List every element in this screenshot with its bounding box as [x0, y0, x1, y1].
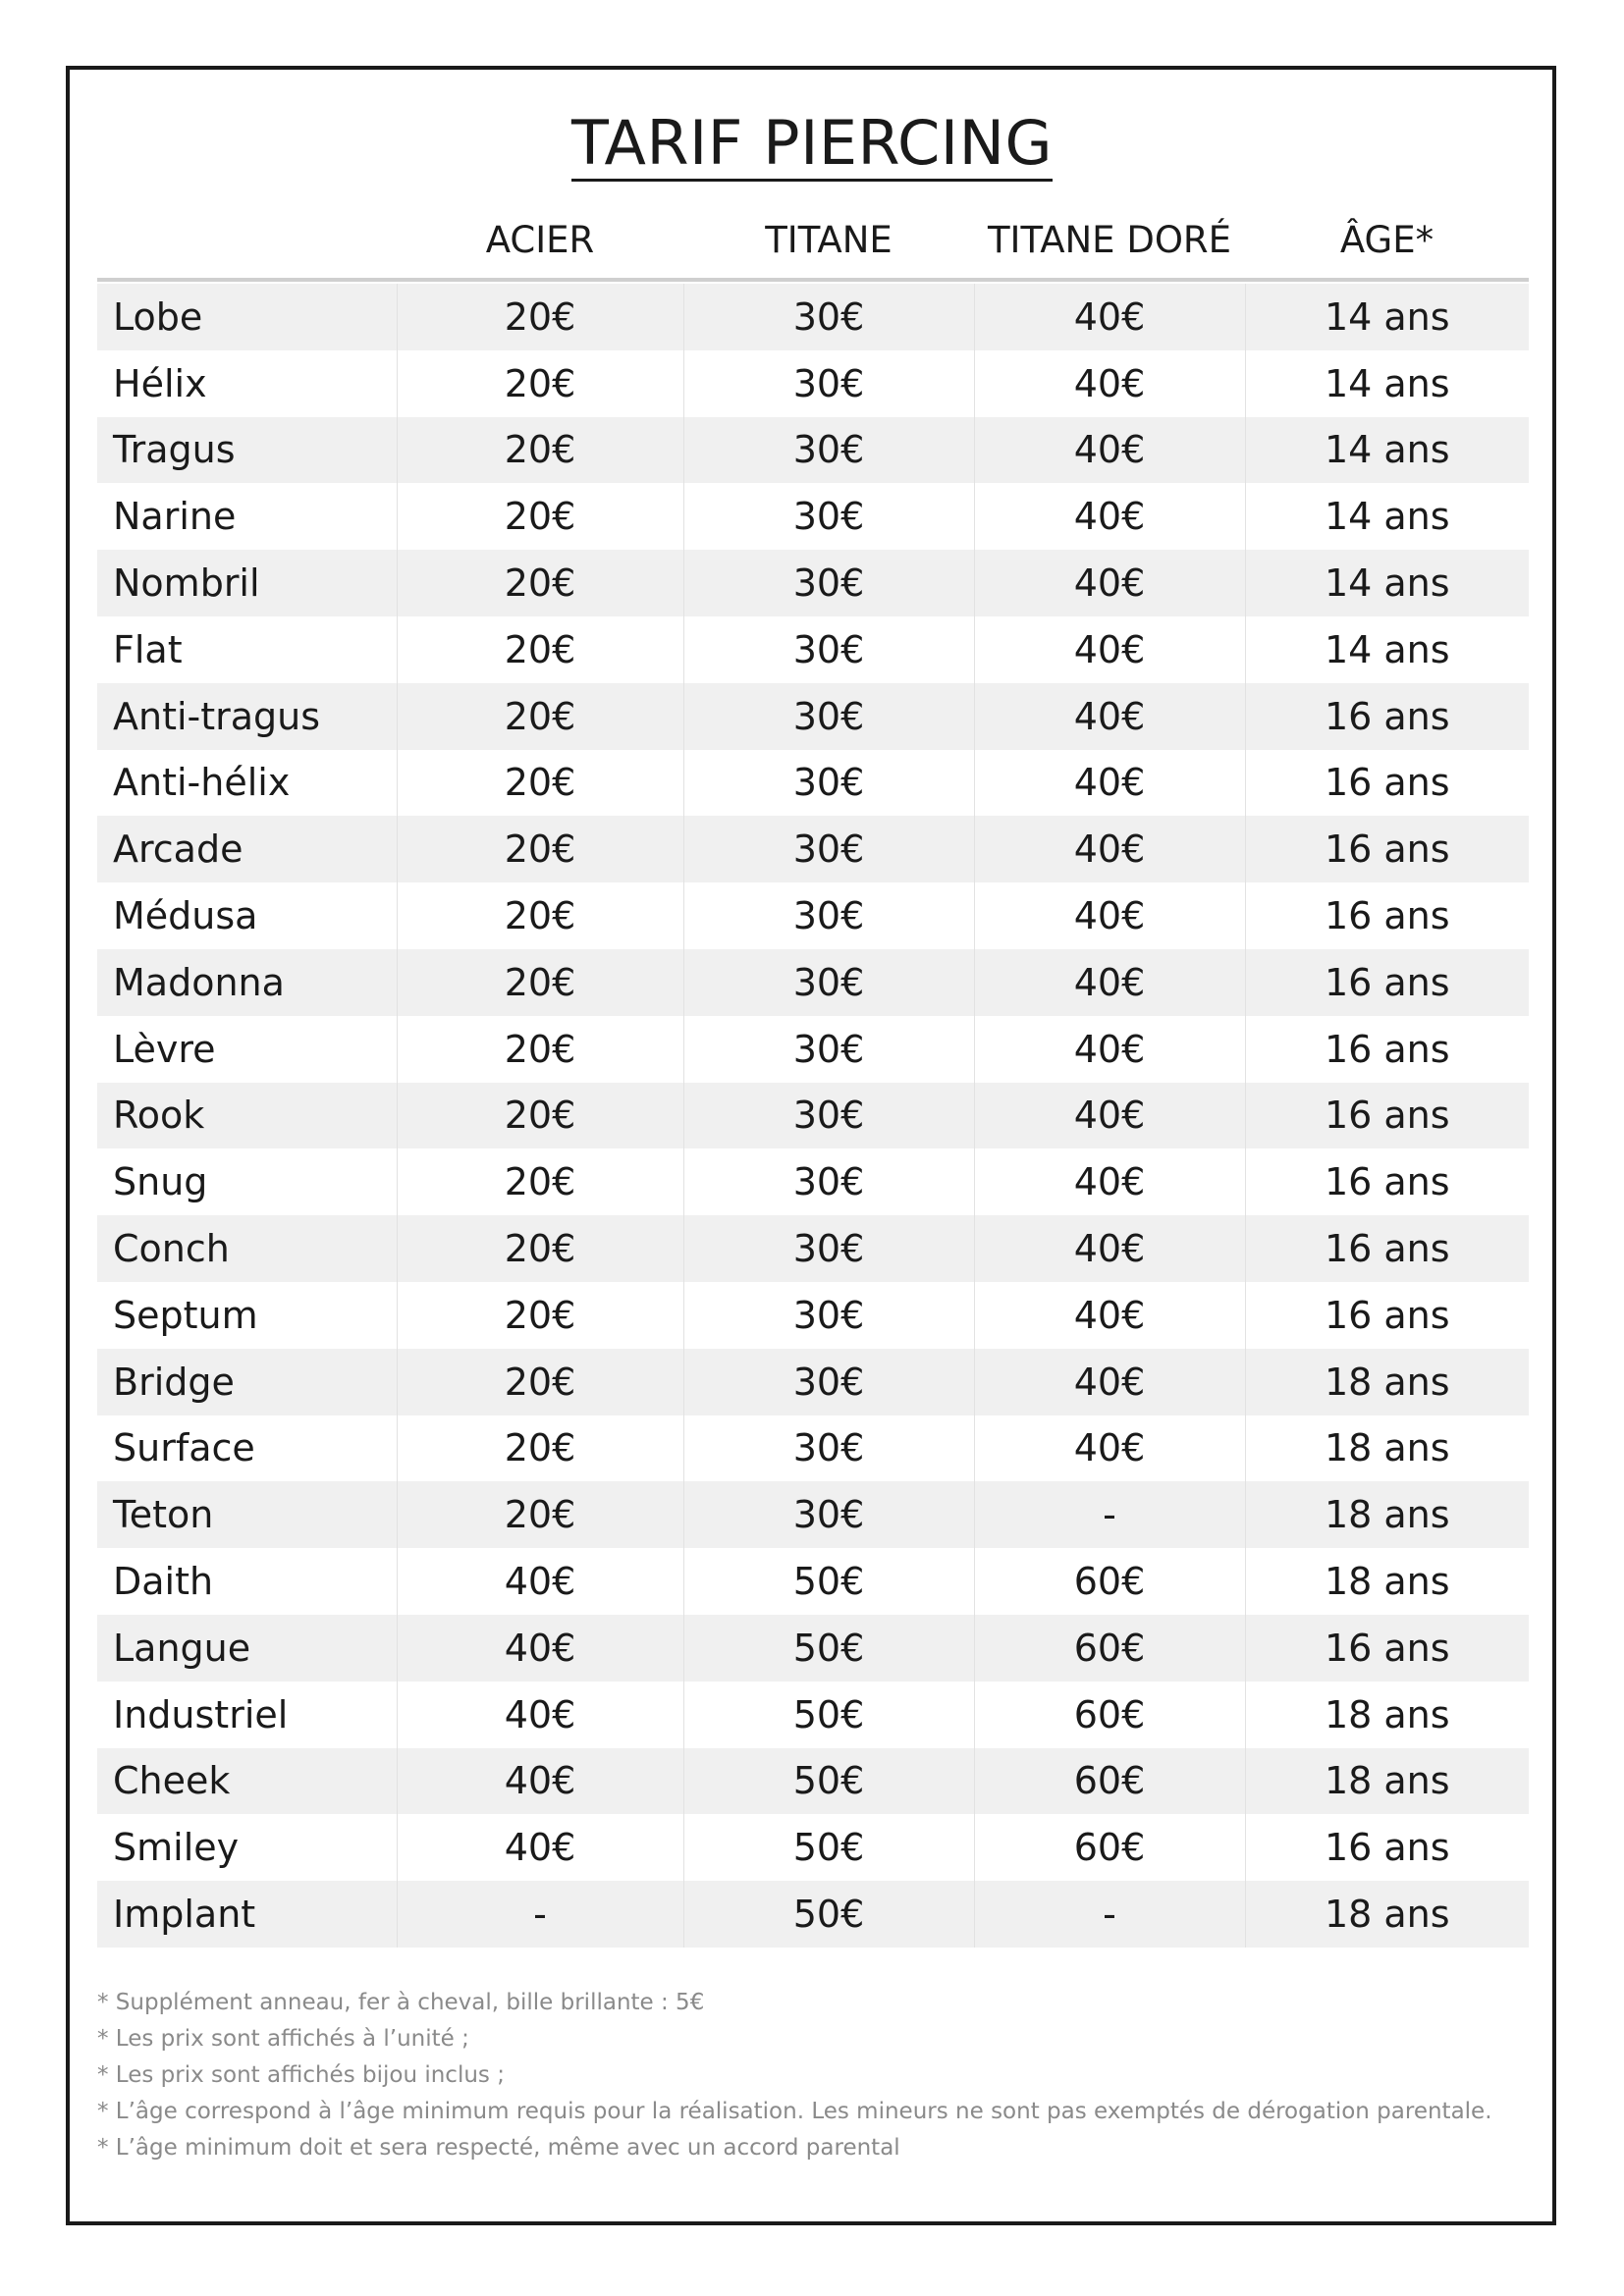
piercing-name-cell: Snug [97, 1148, 397, 1215]
price-acier-cell: 20€ [397, 1481, 683, 1548]
table-row [97, 1215, 1529, 1282]
table-row [97, 750, 1529, 817]
price-titane-cell: 50€ [683, 1814, 974, 1881]
table-row [97, 1481, 1529, 1548]
price-acier-cell: 20€ [397, 616, 683, 683]
piercing-name-cell: Industriel [97, 1682, 397, 1748]
table-row [97, 550, 1529, 616]
table-row [97, 816, 1529, 882]
piercing-name-cell: Anti-hélix [97, 750, 397, 817]
table-row [97, 1548, 1529, 1615]
footnote: * Les prix sont affichés bijou inclus ; [97, 2062, 505, 2088]
piercing-name-cell: Cheek [97, 1748, 397, 1815]
price-titane-dore-cell: 40€ [974, 1215, 1245, 1282]
piercing-name-cell: Anti-tragus [97, 683, 397, 750]
price-titane-cell: 30€ [683, 1148, 974, 1215]
price-titane-dore-cell: 40€ [974, 616, 1245, 683]
price-acier-cell: - [397, 1881, 683, 1948]
price-titane-cell: 30€ [683, 1083, 974, 1149]
price-titane-cell: 50€ [683, 1748, 974, 1815]
price-titane-cell: 30€ [683, 1282, 974, 1349]
piercing-name-cell: Tragus [97, 417, 397, 484]
min-age-cell: 18 ans [1245, 1349, 1529, 1415]
piercing-name-cell: Teton [97, 1481, 397, 1548]
min-age-cell: 16 ans [1245, 882, 1529, 949]
min-age-cell: 16 ans [1245, 949, 1529, 1016]
table-row [97, 1349, 1529, 1415]
min-age-cell: 18 ans [1245, 1881, 1529, 1948]
price-titane-dore-cell: 40€ [974, 750, 1245, 817]
piercing-name-cell: Lobe [97, 284, 397, 350]
price-titane-dore-cell: 60€ [974, 1548, 1245, 1615]
price-titane-dore-cell: - [974, 1881, 1245, 1948]
piercing-name-cell: Conch [97, 1215, 397, 1282]
footnote: * L’âge minimum doit et sera respecté, même avec un accord parental [97, 2135, 900, 2161]
price-titane-dore-cell: 40€ [974, 1148, 1245, 1215]
min-age-cell: 16 ans [1245, 1282, 1529, 1349]
piercing-name-cell: Narine [97, 483, 397, 550]
column-header-age: ÂGE* [1339, 219, 1435, 261]
min-age-cell: 16 ans [1245, 683, 1529, 750]
table-row [97, 1148, 1529, 1215]
price-titane-dore-cell: 40€ [974, 1415, 1245, 1482]
table-row [97, 949, 1529, 1016]
table-row [97, 483, 1529, 550]
footnote: * L’âge correspond à l’âge minimum requis pour la réalisation. Les mineurs ne sont pas exemptés de dérogation parentale. [97, 2099, 1492, 2124]
price-titane-cell: 30€ [683, 1481, 974, 1548]
price-table [97, 284, 1529, 1948]
table-row [97, 350, 1529, 417]
price-titane-dore-cell: 40€ [974, 417, 1245, 484]
table-row [97, 417, 1529, 484]
piercing-name-cell: Surface [97, 1415, 397, 1482]
price-titane-cell: 50€ [683, 1881, 974, 1948]
footnote: * Les prix sont affichés à l’unité ; [97, 2026, 469, 2052]
piercing-name-cell: Madonna [97, 949, 397, 1016]
price-titane-dore-cell: 60€ [974, 1814, 1245, 1881]
price-acier-cell: 20€ [397, 350, 683, 417]
footnotes [97, 1985, 1529, 2166]
price-acier-cell: 40€ [397, 1548, 683, 1615]
price-titane-cell: 30€ [683, 550, 974, 616]
page-title: TARIF PIERCING [0, 106, 1624, 181]
price-titane-cell: 30€ [683, 949, 974, 1016]
piercing-name-cell: Septum [97, 1282, 397, 1349]
min-age-cell: 16 ans [1245, 816, 1529, 882]
piercing-name-cell: Flat [97, 616, 397, 683]
price-titane-dore-cell: 60€ [974, 1748, 1245, 1815]
price-titane-cell: 30€ [683, 1415, 974, 1482]
price-titane-dore-cell: 40€ [974, 1282, 1245, 1349]
min-age-cell: 14 ans [1245, 550, 1529, 616]
min-age-cell: 14 ans [1245, 417, 1529, 484]
table-row [97, 683, 1529, 750]
price-acier-cell: 40€ [397, 1615, 683, 1682]
table-row [97, 1415, 1529, 1482]
price-acier-cell: 20€ [397, 750, 683, 817]
price-titane-cell: 30€ [683, 750, 974, 817]
min-age-cell: 18 ans [1245, 1415, 1529, 1482]
price-acier-cell: 40€ [397, 1682, 683, 1748]
price-titane-cell: 30€ [683, 882, 974, 949]
column-header-titane-dore: TITANE DORÉ [987, 219, 1232, 261]
price-titane-cell: 50€ [683, 1548, 974, 1615]
piercing-name-cell: Daith [97, 1548, 397, 1615]
min-age-cell: 14 ans [1245, 284, 1529, 350]
price-titane-cell: 30€ [683, 483, 974, 550]
price-acier-cell: 20€ [397, 1016, 683, 1083]
price-acier-cell: 20€ [397, 882, 683, 949]
min-age-cell: 18 ans [1245, 1748, 1529, 1815]
table-row [97, 1881, 1529, 1948]
price-titane-cell: 30€ [683, 1215, 974, 1282]
table-header [97, 211, 1529, 282]
piercing-name-cell: Arcade [97, 816, 397, 882]
price-titane-dore-cell: 40€ [974, 1349, 1245, 1415]
price-acier-cell: 20€ [397, 683, 683, 750]
price-titane-dore-cell: 40€ [974, 550, 1245, 616]
table-row [97, 1083, 1529, 1149]
price-acier-cell: 20€ [397, 816, 683, 882]
price-titane-cell: 30€ [683, 1016, 974, 1083]
price-acier-cell: 20€ [397, 417, 683, 484]
min-age-cell: 18 ans [1245, 1682, 1529, 1748]
price-titane-cell: 30€ [683, 683, 974, 750]
piercing-name-cell: Smiley [97, 1814, 397, 1881]
price-acier-cell: 40€ [397, 1814, 683, 1881]
table-row [97, 284, 1529, 350]
piercing-name-cell: Langue [97, 1615, 397, 1682]
price-titane-cell: 30€ [683, 417, 974, 484]
price-acier-cell: 20€ [397, 1349, 683, 1415]
price-acier-cell: 20€ [397, 550, 683, 616]
piercing-name-cell: Lèvre [97, 1016, 397, 1083]
price-acier-cell: 20€ [397, 1282, 683, 1349]
table-row [97, 1016, 1529, 1083]
price-titane-dore-cell: 60€ [974, 1615, 1245, 1682]
price-acier-cell: 40€ [397, 1748, 683, 1815]
piercing-name-cell: Médusa [97, 882, 397, 949]
footnote: * Supplément anneau, fer à cheval, bille brillante : 5€ [97, 1990, 705, 2015]
price-titane-dore-cell: 40€ [974, 350, 1245, 417]
price-titane-cell: 50€ [683, 1682, 974, 1748]
min-age-cell: 18 ans [1245, 1548, 1529, 1615]
piercing-name-cell: Implant [97, 1881, 397, 1948]
price-titane-cell: 30€ [683, 350, 974, 417]
min-age-cell: 16 ans [1245, 1083, 1529, 1149]
table-row [97, 1814, 1529, 1881]
piercing-name-cell: Hélix [97, 350, 397, 417]
price-titane-cell: 30€ [683, 284, 974, 350]
price-acier-cell: 20€ [397, 1083, 683, 1149]
price-titane-cell: 30€ [683, 816, 974, 882]
price-titane-dore-cell: 40€ [974, 1083, 1245, 1149]
min-age-cell: 16 ans [1245, 1016, 1529, 1083]
price-titane-cell: 30€ [683, 616, 974, 683]
price-acier-cell: 20€ [397, 1215, 683, 1282]
piercing-name-cell: Rook [97, 1083, 397, 1149]
price-titane-dore-cell: 40€ [974, 284, 1245, 350]
price-acier-cell: 20€ [397, 284, 683, 350]
min-age-cell: 14 ans [1245, 483, 1529, 550]
price-acier-cell: 20€ [397, 483, 683, 550]
table-row [97, 1748, 1529, 1815]
price-titane-cell: 30€ [683, 1349, 974, 1415]
min-age-cell: 16 ans [1245, 1215, 1529, 1282]
min-age-cell: 16 ans [1245, 1615, 1529, 1682]
piercing-name-cell: Nombril [97, 550, 397, 616]
piercing-name-cell: Bridge [97, 1349, 397, 1415]
table-row [97, 1282, 1529, 1349]
price-titane-dore-cell: 40€ [974, 1016, 1245, 1083]
price-titane-dore-cell: 40€ [974, 949, 1245, 1016]
price-titane-dore-cell: 40€ [974, 683, 1245, 750]
price-titane-cell: 50€ [683, 1615, 974, 1682]
min-age-cell: 18 ans [1245, 1481, 1529, 1548]
price-titane-dore-cell: - [974, 1481, 1245, 1548]
price-titane-dore-cell: 60€ [974, 1682, 1245, 1748]
table-row [97, 616, 1529, 683]
table-row [97, 1615, 1529, 1682]
price-titane-dore-cell: 40€ [974, 816, 1245, 882]
min-age-cell: 16 ans [1245, 1814, 1529, 1881]
price-titane-dore-cell: 40€ [974, 483, 1245, 550]
price-titane-dore-cell: 40€ [974, 882, 1245, 949]
min-age-cell: 14 ans [1245, 616, 1529, 683]
min-age-cell: 16 ans [1245, 1148, 1529, 1215]
column-header-acier: ACIER [485, 219, 595, 261]
price-acier-cell: 20€ [397, 1148, 683, 1215]
price-acier-cell: 20€ [397, 949, 683, 1016]
min-age-cell: 16 ans [1245, 750, 1529, 817]
table-row [97, 882, 1529, 949]
min-age-cell: 14 ans [1245, 350, 1529, 417]
column-header-titane: TITANE [765, 219, 893, 261]
table-row [97, 1682, 1529, 1748]
price-acier-cell: 20€ [397, 1415, 683, 1482]
